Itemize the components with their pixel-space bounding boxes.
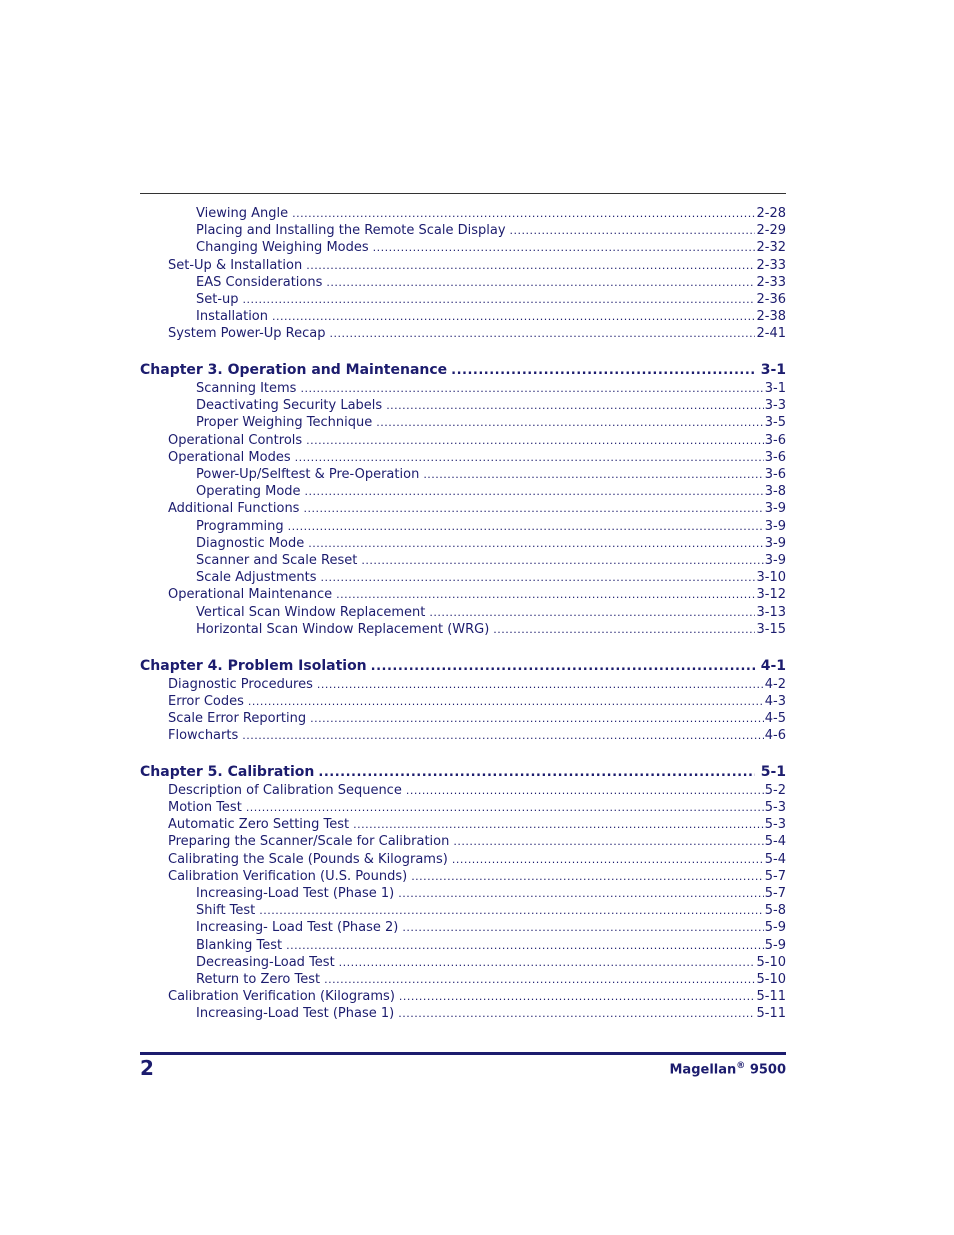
toc-entry[interactable] [140,710,786,727]
toc-entry-title: Chapter 5. Calibration [140,763,315,780]
dot-leader [399,988,756,1005]
toc-entry-page: 5-11 [756,1006,786,1022]
toc-entry-title: Increasing-Load Test (Phase 1) [196,1006,395,1022]
dot-leader [326,274,755,291]
toc-chapter-entry[interactable] [140,763,786,782]
dot-leader [398,885,764,902]
table-of-contents [140,205,786,1022]
dot-leader [321,569,756,586]
toc-entry-page: 3-9 [764,552,786,568]
toc-entry[interactable] [140,257,786,274]
dot-leader [248,693,764,710]
toc-entry-title: Description of Calibration Sequence [168,782,402,798]
toc-entry[interactable] [140,676,786,693]
toc-entry[interactable] [140,239,786,256]
toc-entry[interactable] [140,291,786,308]
toc-entry-page: 5-4 [764,834,786,850]
page-number: 2 [140,1056,154,1080]
toc-entry[interactable] [140,833,786,850]
toc-entry-page: 4-1 [760,657,786,674]
dot-leader [317,676,764,693]
toc-entry-page: 5-9 [764,920,786,936]
toc-entry-page: 3-12 [756,587,786,603]
toc-entry[interactable] [140,586,786,603]
toc-entry[interactable] [140,954,786,971]
toc-entry-title: Calibrating the Scale (Pounds & Kilograms) [168,851,448,867]
toc-entry-title: Increasing-Load Test (Phase 1) [196,885,395,901]
model-number: 9500 [749,1062,786,1078]
toc-entry-title: Placing and Installing the Remote Scale Display [196,223,506,239]
toc-entry-page: 4-6 [764,728,786,744]
toc-entry[interactable] [140,397,786,414]
toc-entry-title: Increasing- Load Test (Phase 2) [196,920,399,936]
toc-entry-page: 3-9 [764,535,786,551]
dot-leader [330,325,756,342]
toc-entry-title: Proper Weighing Technique [196,415,373,431]
dot-leader [386,397,764,414]
dot-leader [339,954,756,971]
dot-leader [292,205,755,222]
dot-leader [423,466,763,483]
dot-leader [243,291,756,308]
toc-entry-title: Scale Error Reporting [168,710,307,726]
toc-entry-page: 5-10 [756,971,786,987]
toc-entry-title: Vertical Scan Window Replacement [196,604,426,620]
header-rule [140,193,786,194]
dot-leader [453,833,763,850]
toc-entry-page: 2-28 [756,206,786,221]
toc-entry-title: Programming [196,518,284,534]
toc-entry-page: 4-2 [764,676,786,692]
toc-entry-title: Motion Test [168,800,242,816]
toc-entry[interactable] [140,518,786,535]
dot-leader [303,500,763,517]
dot-leader [406,782,764,799]
toc-entry-title: Operational Modes [168,449,291,465]
toc-entry[interactable] [140,727,786,744]
dot-leader [452,851,764,868]
toc-entry-title: Error Codes [168,693,244,709]
toc-entry-title: Operational Controls [168,432,303,448]
dot-leader [398,1005,755,1022]
toc-entry[interactable] [140,432,786,449]
dot-leader [353,816,764,833]
dot-leader [272,308,755,325]
dot-leader [310,710,764,727]
toc-entry-title: EAS Considerations [196,274,323,290]
toc-entry-page: 3-6 [764,432,786,448]
toc-entry-title: Calibration Verification (Kilograms) [168,989,395,1005]
toc-entry-title: Horizontal Scan Window Replacement (WRG) [196,621,490,637]
toc-entry[interactable] [140,816,786,833]
toc-entry-title: Scanning Items [196,381,297,397]
toc-entry-title: Shift Test [196,903,256,919]
dot-leader [373,239,756,256]
toc-entry[interactable] [140,919,786,936]
dot-leader [305,483,764,500]
toc-chapter-entry[interactable] [140,657,786,676]
toc-entry[interactable] [140,205,786,222]
toc-entry-page: 5-4 [764,851,786,867]
dot-leader [411,868,764,885]
toc-entry-page: 5-9 [764,937,786,953]
dot-leader [318,763,754,782]
toc-entry-page: 3-6 [764,449,786,465]
toc-entry-title: Calibration Verification (U.S. Pounds) [168,868,408,884]
toc-entry-page: 2-33 [756,274,786,290]
toc-entry[interactable] [140,274,786,291]
toc-entry-page: 2-29 [756,223,786,239]
dot-leader [361,552,763,569]
toc-entry-page: 4-5 [764,710,786,726]
toc-entry-page: 5-7 [764,885,786,901]
toc-entry-title: Set-up [196,291,239,307]
dot-leader [324,971,755,988]
toc-entry[interactable] [140,1005,786,1022]
toc-entry-title: Changing Weighing Modes [196,240,369,256]
footer-title [670,1061,787,1077]
toc-entry[interactable] [140,552,786,569]
toc-entry[interactable] [140,483,786,500]
toc-entry-title: Power-Up/Selftest & Pre-Operation [196,467,420,483]
toc-entry-page: 3-3 [764,398,786,414]
toc-entry[interactable] [140,308,786,325]
toc-entry-page: 3-1 [764,381,786,397]
dot-leader [308,535,764,552]
toc-entry[interactable] [140,569,786,586]
toc-entry-title: Deactivating Security Labels [196,398,383,414]
toc-entry-title: Diagnostic Mode [196,535,305,551]
registered-mark: ® [736,1061,746,1071]
toc-entry-page: 3-9 [764,518,786,534]
toc-entry-page: 3-1 [760,362,786,379]
toc-entry-title: Decreasing-Load Test [196,954,335,970]
toc-entry-title: Chapter 3. Operation and Maintenance [140,362,448,379]
dot-leader [286,937,764,954]
toc-entry-title: Operating Mode [196,484,301,500]
toc-entry-page: 5-3 [764,817,786,833]
toc-entry[interactable] [140,449,786,466]
toc-entry[interactable] [140,693,786,710]
product-name: Magellan [669,1062,737,1078]
toc-entry-page: 5-10 [756,954,786,970]
toc-entry[interactable] [140,380,786,397]
toc-entry-page: 3-6 [764,467,786,483]
toc-entry-title: Installation [196,309,269,325]
toc-entry[interactable] [140,851,786,868]
dot-leader [336,586,755,603]
toc-entry-page: 4-3 [764,693,786,709]
toc-entry-title: Scale Adjustments [196,570,317,586]
dot-leader [242,727,764,744]
toc-entry[interactable] [140,868,786,885]
toc-entry-title: Blanking Test [196,937,283,953]
toc-entry-page: 2-36 [756,291,786,307]
toc-entry-page: 2-33 [756,257,786,273]
dot-leader [288,518,764,535]
toc-entry[interactable] [140,971,786,988]
toc-entry-title: Diagnostic Procedures [168,676,313,692]
dot-leader [300,380,763,397]
dot-leader [371,657,755,676]
toc-entry[interactable] [140,535,786,552]
toc-entry-page: 5-1 [760,763,786,780]
footer-rule [140,1052,786,1055]
toc-entry-page: 2-38 [756,309,786,325]
toc-entry-title: Viewing Angle [196,206,289,221]
toc-entry[interactable] [140,988,786,1005]
toc-entry[interactable] [140,222,786,239]
toc-entry-page: 3-5 [764,415,786,431]
toc-entry[interactable] [140,621,786,638]
dot-leader [376,414,764,431]
dot-leader [402,919,763,936]
toc-entry-title: Return to Zero Test [196,971,321,987]
toc-entry[interactable] [140,414,786,431]
toc-entry-title: Flowcharts [168,728,239,744]
toc-entry-title: System Power-Up Recap [168,326,326,342]
dot-leader [246,799,764,816]
toc-entry[interactable] [140,325,786,342]
toc-entry-page: 3-9 [764,501,786,517]
toc-entry-page: 2-41 [756,326,786,342]
toc-entry-page: 3-15 [756,621,786,637]
toc-entry-title: Set-Up & Installation [168,257,303,273]
toc-entry[interactable] [140,500,786,517]
toc-entry-title: Scanner and Scale Reset [196,552,358,568]
dot-leader [451,361,755,380]
toc-chapter-entry[interactable] [140,361,786,380]
toc-entry-page: 5-11 [756,989,786,1005]
dot-leader [510,222,756,239]
dot-leader [429,604,755,621]
dot-leader [306,257,755,274]
toc-entry-page: 5-2 [764,782,786,798]
dot-leader [493,621,755,638]
toc-entry-page: 3-10 [756,570,786,586]
toc-entry-page: 3-13 [756,604,786,620]
toc-entry-title: Preparing the Scanner/Scale for Calibration [168,834,450,850]
toc-entry-title: Automatic Zero Setting Test [168,817,350,833]
toc-entry[interactable] [140,604,786,621]
toc-entry-page: 5-3 [764,800,786,816]
dot-leader [306,432,764,449]
toc-entry-page: 2-32 [756,240,786,256]
toc-entry[interactable] [140,799,786,816]
toc-entry[interactable] [140,885,786,902]
toc-entry-page: 5-8 [764,903,786,919]
toc-entry[interactable] [140,782,786,799]
toc-entry[interactable] [140,466,786,483]
toc-entry-title: Additional Functions [168,501,300,517]
toc-entry-page: 5-7 [764,868,786,884]
toc-entry[interactable] [140,902,786,919]
toc-entry-page: 3-8 [764,484,786,500]
dot-leader [259,902,763,919]
toc-entry-title: Chapter 4. Problem Isolation [140,657,367,674]
toc-entry[interactable] [140,937,786,954]
toc-entry-title: Operational Maintenance [168,587,333,603]
dot-leader [295,449,764,466]
